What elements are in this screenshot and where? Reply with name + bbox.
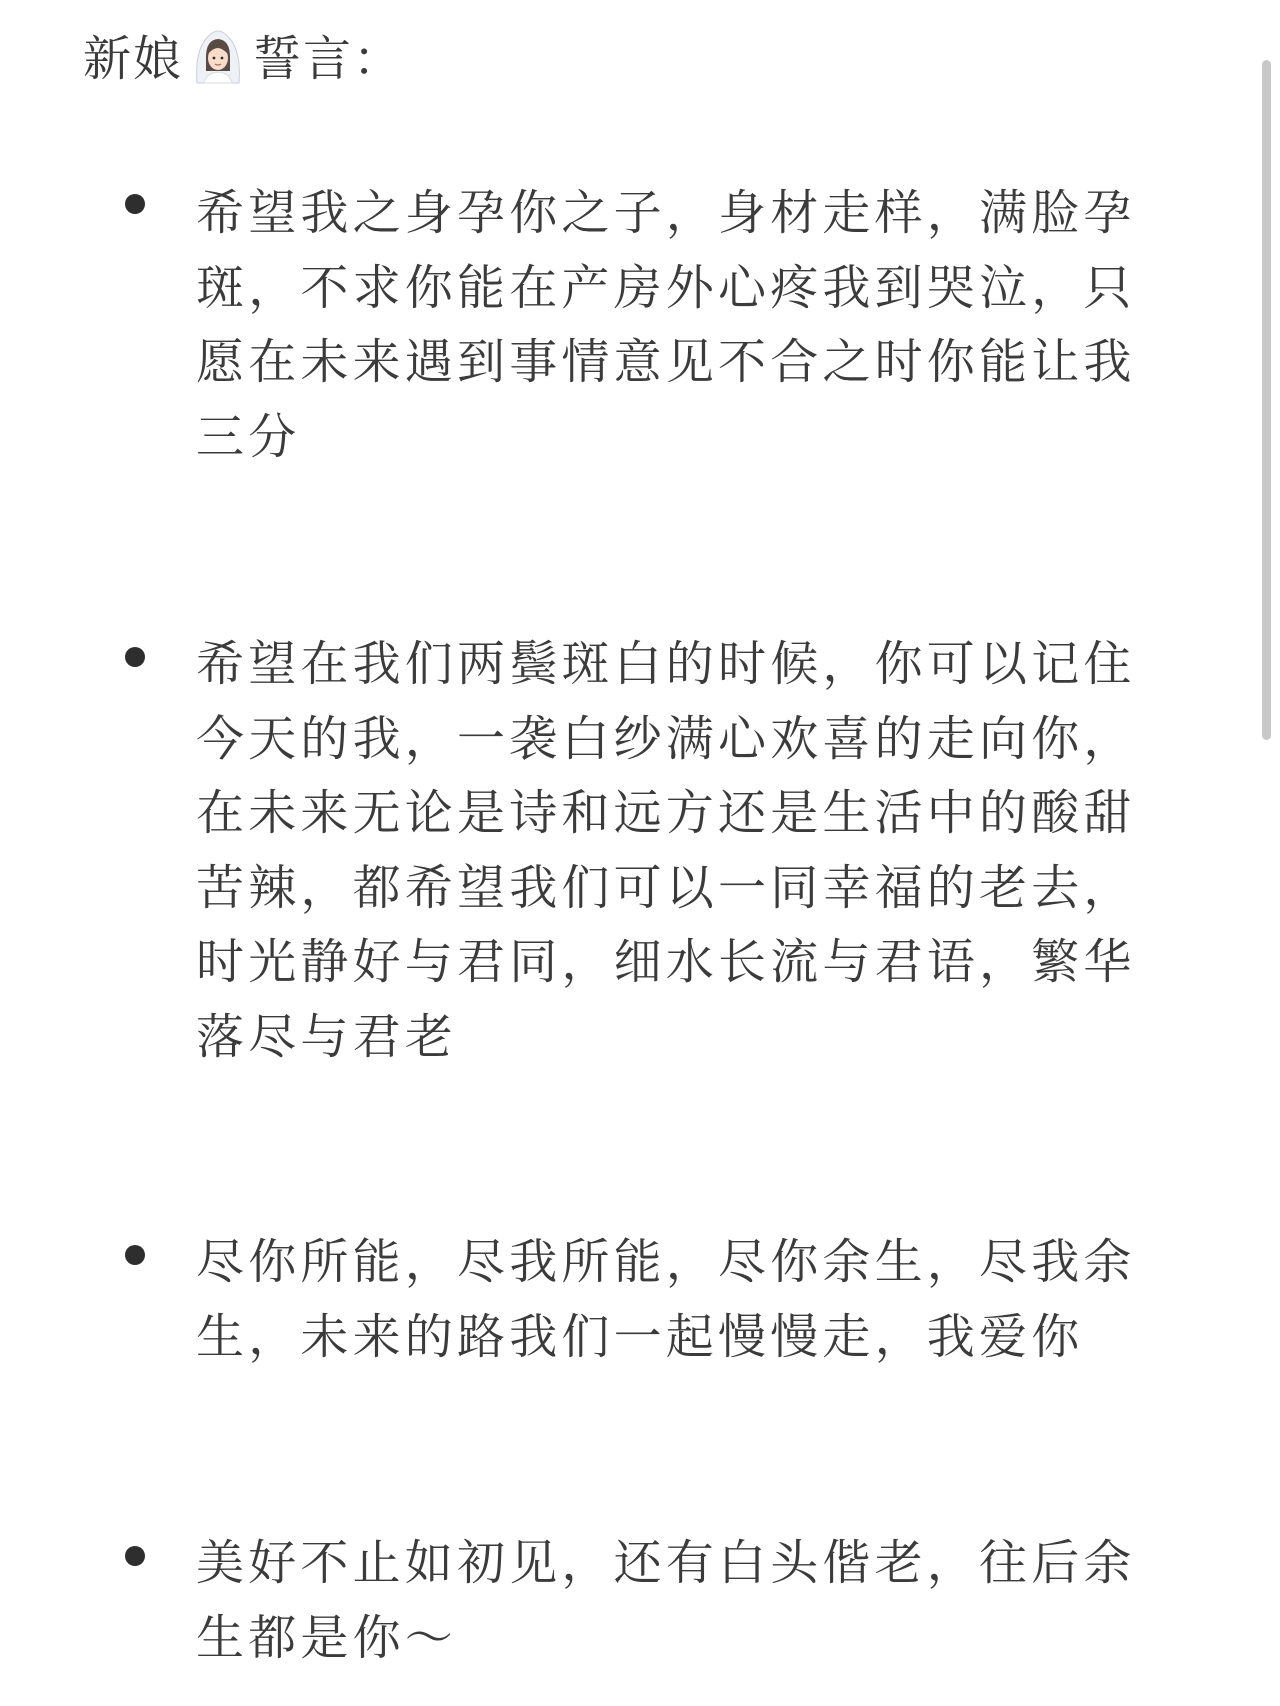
title-prefix: 新娘	[83, 31, 184, 87]
vow-text: 希望在我们两鬓斑白的时候，你可以记住今天的我，一袭白纱满心欢喜的走向你，在未来无论是诗和远方还是生活中的酸甜苦辣，都希望我们可以一同幸福的老去，时光静好与君同，细水长流与君语，繁华落尽与君老	[196, 636, 1136, 1065]
bullet-point	[125, 1546, 145, 1566]
vow-text: 尽你所能，尽我所能，尽你余生，尽我余生，未来的路我们一起慢慢走，我爱你	[196, 1234, 1136, 1365]
bullet-point	[125, 647, 145, 667]
bride-emoji-icon	[189, 27, 247, 85]
vow-text: 美好不止如初见，还有白头偕老，往后余生都是你～	[196, 1535, 1136, 1666]
bullet-point	[125, 1245, 145, 1265]
title-suffix: 誓言：	[253, 31, 404, 87]
vow-text: 希望我之身孕你之子，身材走样，满脸孕斑，不求你能在产房外心疼我到哭泣，只愿在未来遇到事情意见不合之时你能让我三分	[196, 185, 1136, 465]
page-title	[83, 24, 403, 94]
bullet-point	[125, 194, 145, 214]
vertical-scrollbar[interactable]	[1262, 60, 1271, 740]
